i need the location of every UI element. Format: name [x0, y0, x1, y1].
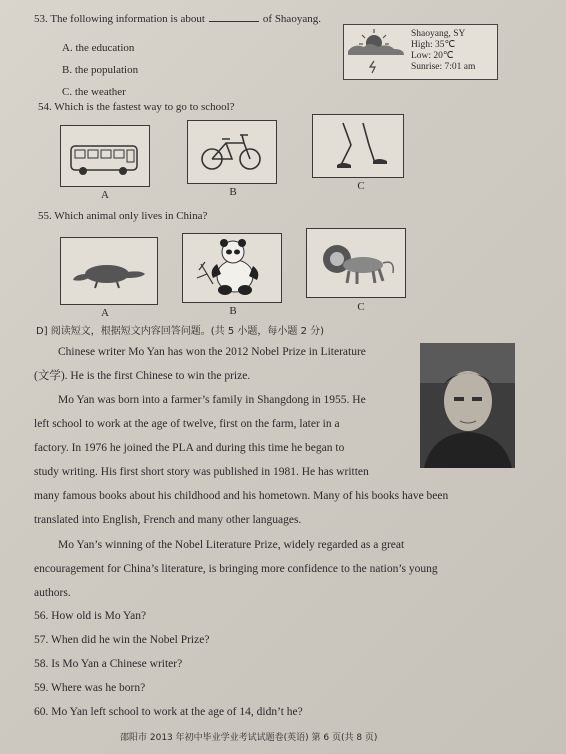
- bus-icon: [61, 126, 149, 186]
- platypus-icon: [61, 238, 157, 304]
- option-b-image: [182, 233, 282, 303]
- option-a-image: [60, 125, 150, 187]
- weather-low: Low: 20℃: [411, 51, 454, 61]
- q53-stem: 53. The following information is about of Shaoyang.: [34, 13, 321, 25]
- question-58: 58. Is Mo Yan a Chinese writer?: [34, 658, 183, 670]
- mo-yan-photo: [420, 343, 515, 468]
- passage-p2-line2: left school to work at the age of twelve, first on the farm, later in a: [34, 418, 340, 430]
- q53-option-a: A. the education: [62, 42, 135, 54]
- passage-p2-line4: study writing. His first short story was published in 1981. He has written: [34, 466, 369, 478]
- question-57: 57. When did he win the Nobel Prize?: [34, 634, 210, 646]
- question-56: 56. How old is Mo Yan?: [34, 610, 147, 622]
- q53-option-c: C. the weather: [62, 86, 126, 98]
- passage-p3-line3: authors.: [34, 587, 71, 599]
- passage-p2-line3: factory. In 1976 he joined the PLA and during this time he began to: [34, 442, 345, 454]
- passage-p3-line1: Mo Yan’s winning of the Nobel Literature Prize, widely regarded as a great: [58, 539, 405, 551]
- option-a-image: [60, 237, 158, 305]
- passage-p2-line5: many famous books about his childhood and his hometown. Many of his books have been: [34, 490, 449, 502]
- question-59: 59. Where was he born?: [34, 682, 146, 694]
- panda-icon: [183, 234, 281, 302]
- q54-label-b: B: [229, 186, 237, 198]
- page-footer: 邵阳市 2013 年初中毕业学业考试试题卷(英语) 第 6 页(共 8 页): [120, 733, 378, 743]
- q55-label-c: C: [357, 301, 365, 313]
- option-c-image: [306, 228, 406, 298]
- option-b-image: [187, 120, 277, 184]
- q54-stem: 54. Which is the fastest way to go to school?: [38, 101, 235, 113]
- walking-feet-icon: [313, 115, 403, 177]
- passage-p3-line2: encouragement for China’s literature, is bringing more confidence to the nation’s young: [34, 563, 438, 575]
- weather-sunrise: Sunrise: 7:01 am: [411, 62, 476, 72]
- passage-p2-line1: Mo Yan was born into a farmer’s family in Shangdong in 1955. He: [58, 394, 366, 406]
- weather-high: High: 35℃: [411, 40, 456, 50]
- q55-label-a: A: [101, 307, 109, 319]
- q54-label-c: C: [357, 180, 365, 192]
- passage-p2-line6: translated into English, French and many other languages.: [34, 514, 302, 526]
- answer-blank: [209, 12, 259, 22]
- q54-label-a: A: [101, 189, 109, 201]
- passage-p1-line2: (文学). He is the first Chinese to win the prize.: [34, 370, 251, 382]
- q55-label-b: B: [229, 305, 237, 317]
- portrait-image: [420, 343, 515, 468]
- q53-option-b: B. the population: [62, 64, 139, 76]
- passage-p1-line1: Chinese writer Mo Yan has won the 2012 Nobel Prize in Literature: [58, 346, 366, 358]
- section-d-title: D] 阅读短文，根据短文内容回答问题。(共 5 小题，每小题 2 分): [36, 326, 325, 337]
- bicycle-icon: [188, 121, 276, 183]
- weather-city: Shaoyang, SY: [411, 29, 466, 39]
- q55-stem: 55. Which animal only lives in China?: [38, 210, 208, 222]
- lion-icon: [307, 229, 405, 297]
- question-60: 60. Mo Yan left school to work at the age of 14, didn’t he?: [34, 706, 303, 718]
- option-c-image: [312, 114, 404, 178]
- weather-box: [343, 24, 498, 80]
- sun-cloud-icon: [344, 25, 410, 77]
